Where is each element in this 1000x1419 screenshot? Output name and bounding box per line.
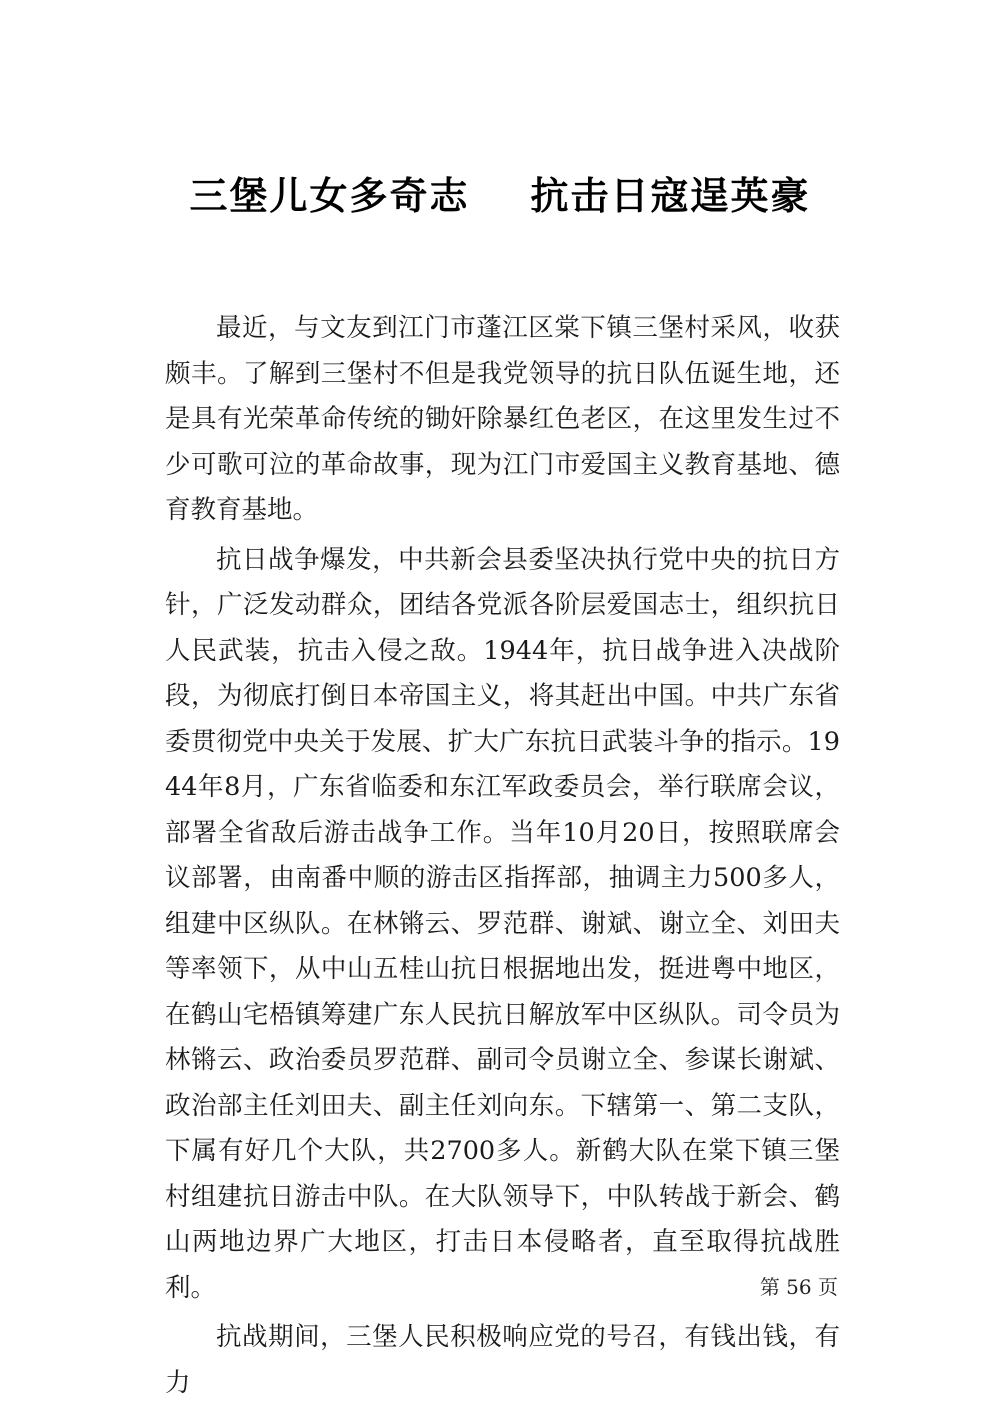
- article-title: 三堡儿女多奇志 抗击日寇逞英豪: [189, 174, 811, 218]
- paragraph-2: 抗日战争爆发，中共新会县委坚决执行党中央的抗日方针，广泛发动群众，团结各党派各阶层爱国志士，组织抗日人民武装，抗击入侵之敌。1944年，抗日战争进入决战阶段，为彻底打倒日本帝国主义，将其赶出中国。中共广东省委贯彻党中央关于发展、扩大广东抗日武装斗争的指示。1944年8月，广东省临委和东江军政委员会，举行联席会议，部署全省敌后游击战争工作。当年10月20日，按照联席会议部署，由南番中顺的游击区指挥部，抽调主力500多人，组建中区纵队。在林锵云、罗范群、谢斌、谢立全、刘田夫等率领下，从中山五桂山抗日根据地出发，挺进粤中地区，在鹤山宅梧镇筹建广东人民抗日解放军中区纵队。司令员为林锵云、政治委员罗范群、副司令员谢立全、参谋长谢斌、政治部主任刘田夫、副主任刘向东。下辖第一、第二支队，下属有好几个大队，共2700多人。新鹤大队在棠下镇三堡村组建抗日游击中队。在大队领导下，中队转战于新会、鹤山两地边界广大地区，打击日本侵略者，直至取得抗战胜利。: [165, 544, 840, 1303]
- page-number: 第 56 页: [759, 1275, 838, 1299]
- paragraph-1: 最近，与文友到江门市蓬江区棠下镇三堡村采风，收获颇丰。了解到三堡村不但是我党领导的抗日队伍诞生地，还是具有光荣革命传统的锄奸除暴红色老区，在这里发生过不少可歌可泣的革命故事，现为江门市爱国主义教育基地、德育教育基地。: [165, 313, 840, 525]
- paragraph-3: 抗战期间，三堡人民积极响应党的号召，有钱出钱，有力: [165, 1322, 840, 1398]
- article-body: [165, 306, 840, 1410]
